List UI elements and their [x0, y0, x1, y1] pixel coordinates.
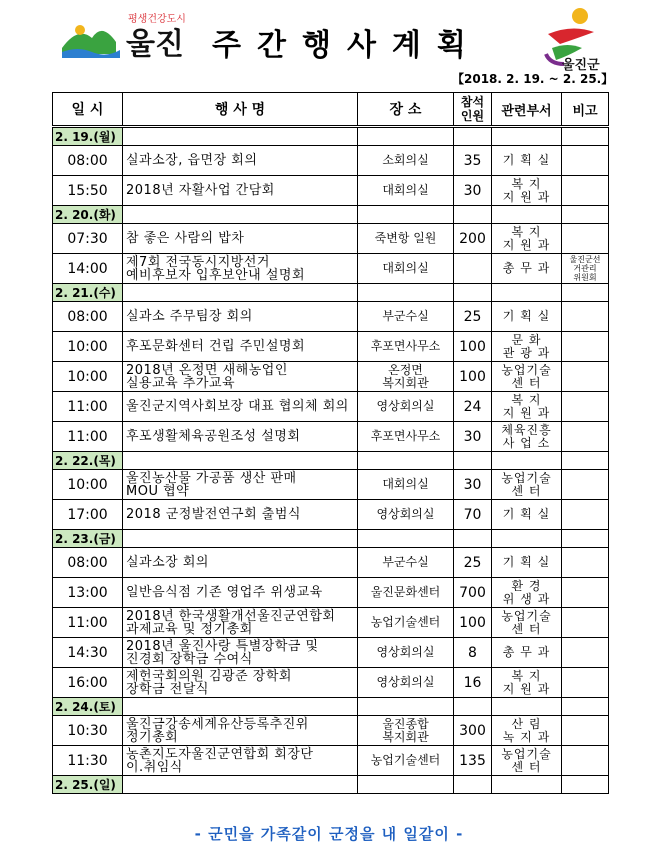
event-dept-line: 지 원 과 — [502, 681, 551, 696]
event-name-line: 정기총회 — [126, 729, 179, 745]
event-time: 11:30 — [53, 746, 123, 776]
event-place-line: 복지회관 — [382, 375, 429, 390]
event-note — [562, 302, 609, 332]
header-dept: 관련부서 — [492, 93, 562, 127]
header-count-line1: 참석 — [460, 95, 485, 109]
event-name — [123, 362, 358, 392]
event-name — [123, 500, 358, 530]
event-count: 30 — [454, 422, 492, 452]
event-dept-line: 복 지 — [511, 224, 542, 239]
event-place — [358, 392, 454, 422]
event-place — [358, 176, 454, 206]
day-row-cell — [123, 206, 358, 224]
day-row-cell — [562, 530, 609, 548]
event-name-line: 2018년 한국생활개선울진군연합회 — [126, 608, 336, 624]
day-row-cell — [492, 127, 562, 146]
day-row-cell — [562, 127, 609, 146]
footer-slogan: - 군민을 가족같이 군정을 내 일같이 - — [194, 825, 464, 843]
event-count — [454, 254, 492, 284]
header-count-line2: 인원 — [460, 109, 485, 123]
day-row-cell — [123, 698, 358, 716]
event-name-line: 제7회 전국동시지방선거 — [126, 254, 270, 270]
day-row-cell — [562, 206, 609, 224]
day-row — [53, 776, 609, 794]
event-time: 14:30 — [53, 638, 123, 668]
event-name — [123, 746, 358, 776]
event-dept — [492, 578, 562, 608]
event-name-line: 2018년 온정면 새해농업인 — [126, 362, 288, 378]
event-time: 08:00 — [53, 302, 123, 332]
event-name — [123, 332, 358, 362]
event-name — [123, 176, 358, 206]
event-place-line: 후포면사무소 — [370, 339, 441, 353]
event-note — [562, 608, 609, 638]
day-label: 2. 23.(금) — [53, 530, 123, 548]
event-time: 11:00 — [53, 422, 123, 452]
table-row — [53, 746, 609, 776]
event-dept — [492, 332, 562, 362]
event-count: 200 — [454, 224, 492, 254]
event-place — [358, 668, 454, 698]
event-place-line: 울진종합 — [382, 716, 429, 731]
event-dept-line: 총 무 과 — [502, 261, 551, 275]
table-row — [53, 668, 609, 698]
table-row — [53, 578, 609, 608]
day-row-cell — [492, 698, 562, 716]
event-count: 100 — [454, 332, 492, 362]
event-count: 100 — [454, 362, 492, 392]
logo-slogan: 평생건강도시 — [128, 14, 186, 25]
event-name-line: 울진군지역사회보장 대표 협의체 회의 — [126, 399, 349, 414]
event-place — [358, 638, 454, 668]
event-dept-line: 환 경 — [511, 578, 542, 593]
event-name — [123, 470, 358, 500]
event-count: 135 — [454, 746, 492, 776]
event-dept-line: 총 무 과 — [502, 645, 551, 659]
event-dept-line: 문 화 — [511, 332, 542, 347]
event-place-line: 복지회관 — [382, 729, 429, 744]
event-dept-line: 지 원 과 — [502, 405, 551, 420]
event-dept — [492, 146, 562, 176]
event-dept-line: 농업기술 — [501, 470, 552, 485]
table-row — [53, 224, 609, 254]
event-name-line: 울진금강송세계유산등록추진위 — [126, 716, 309, 732]
table-row — [53, 500, 609, 530]
event-note-line: 울진군선 — [569, 255, 601, 264]
event-place-line: 울진문화센터 — [370, 585, 441, 599]
event-note — [562, 392, 609, 422]
table-row — [53, 254, 609, 284]
event-place-line: 대회의실 — [382, 183, 429, 197]
event-note — [562, 332, 609, 362]
event-place — [358, 302, 454, 332]
event-note — [562, 500, 609, 530]
event-dept-line: 농업기술 — [501, 362, 552, 377]
event-name-line: 실과소장 회의 — [126, 555, 209, 570]
emblem-text: 울진군 — [562, 58, 600, 73]
event-place-line: 부군수실 — [382, 309, 429, 323]
day-row-cell — [358, 206, 454, 224]
day-row-cell — [123, 127, 358, 146]
event-note — [562, 746, 609, 776]
event-dept-line: 복 지 — [511, 668, 542, 683]
event-note — [562, 578, 609, 608]
event-name — [123, 608, 358, 638]
event-dept-line: 위 생 과 — [502, 591, 551, 606]
day-row-cell — [454, 530, 492, 548]
event-time: 08:00 — [53, 548, 123, 578]
event-count: 30 — [454, 470, 492, 500]
event-name-line: 이.취임식 — [126, 759, 183, 775]
event-name — [123, 716, 358, 746]
event-time: 16:00 — [53, 668, 123, 698]
event-count: 16 — [454, 668, 492, 698]
event-name-line: 실용교육 추가교육 — [126, 375, 236, 391]
event-place-line: 대회의실 — [382, 477, 429, 491]
event-name — [123, 638, 358, 668]
event-name-line: 참 좋은 사람의 밥차 — [126, 231, 245, 246]
event-time: 10:00 — [53, 332, 123, 362]
event-place — [358, 332, 454, 362]
day-label: 2. 21.(수) — [53, 284, 123, 302]
day-row-cell — [562, 776, 609, 794]
day-row-cell — [123, 530, 358, 548]
event-dept — [492, 470, 562, 500]
day-row-cell — [123, 452, 358, 470]
event-name — [123, 254, 358, 284]
event-dept-line: 복 지 — [511, 176, 542, 191]
event-place — [358, 362, 454, 392]
day-row-cell — [123, 776, 358, 794]
day-row-cell — [562, 284, 609, 302]
event-note — [562, 422, 609, 452]
event-name-line: MOU 협약 — [126, 483, 190, 499]
event-name-line: 실과소장, 읍면장 회의 — [126, 153, 258, 168]
page-header — [0, 0, 658, 96]
event-dept-line: 녹 지 과 — [502, 729, 551, 744]
event-dept — [492, 638, 562, 668]
event-note — [562, 548, 609, 578]
table-row — [53, 548, 609, 578]
event-place — [358, 548, 454, 578]
event-count: 25 — [454, 548, 492, 578]
day-row-cell — [492, 452, 562, 470]
event-time: 14:00 — [53, 254, 123, 284]
event-count: 24 — [454, 392, 492, 422]
event-name — [123, 224, 358, 254]
event-place — [358, 470, 454, 500]
event-name — [123, 422, 358, 452]
day-row-cell — [492, 776, 562, 794]
event-note — [562, 470, 609, 500]
event-place-line: 영상회의실 — [376, 399, 435, 413]
event-name — [123, 668, 358, 698]
event-dept — [492, 224, 562, 254]
event-dept — [492, 302, 562, 332]
logo-text: 울진 — [126, 27, 184, 62]
event-place-line: 농업기술센터 — [370, 615, 441, 629]
day-row-cell — [454, 776, 492, 794]
event-place — [358, 608, 454, 638]
event-dept-line: 사 업 소 — [502, 435, 551, 450]
event-note-line: 거관리 — [573, 264, 597, 273]
event-dept-line: 복 지 — [511, 392, 542, 407]
day-label: 2. 22.(목) — [53, 452, 123, 470]
day-row-cell — [358, 452, 454, 470]
event-note-line: 위원회 — [573, 273, 597, 282]
event-place — [358, 254, 454, 284]
event-note — [562, 638, 609, 668]
day-row — [53, 284, 609, 302]
event-place — [358, 146, 454, 176]
event-note — [562, 362, 609, 392]
event-name-line: 제헌국회의원 김광준 장학회 — [126, 668, 292, 684]
event-count: 25 — [454, 302, 492, 332]
event-dept-line: 체육진흥 — [501, 422, 552, 437]
day-row-cell — [492, 530, 562, 548]
event-dept-line: 센 터 — [511, 621, 542, 636]
event-dept-line: 농업기술 — [501, 746, 552, 761]
event-place-line: 온정면 — [388, 362, 423, 377]
event-dept — [492, 392, 562, 422]
event-note — [562, 146, 609, 176]
event-name-line: 후포문화센터 건립 주민설명회 — [126, 339, 306, 354]
event-name-line: 일반음식점 기존 영업주 위생교육 — [126, 585, 323, 600]
event-place-line: 농업기술센터 — [370, 753, 441, 767]
table-row — [53, 146, 609, 176]
event-note — [562, 716, 609, 746]
event-note — [562, 668, 609, 698]
event-count: 8 — [454, 638, 492, 668]
header-name: 행 사 명 — [123, 93, 358, 127]
day-row — [53, 452, 609, 470]
header-note: 비고 — [562, 93, 609, 127]
day-label: 2. 20.(화) — [53, 206, 123, 224]
event-time: 11:00 — [53, 392, 123, 422]
event-name-line: 2018 군정발전연구회 출범식 — [126, 507, 301, 522]
day-row-cell — [454, 127, 492, 146]
event-dept — [492, 362, 562, 392]
event-place-line: 죽변항 일원 — [374, 231, 437, 245]
page-title: 주간행사계획 — [212, 28, 482, 63]
event-place — [358, 716, 454, 746]
mountain-sea-logo-icon — [58, 8, 208, 66]
day-row-cell — [123, 284, 358, 302]
event-dept-line: 센 터 — [511, 483, 542, 498]
event-dept-line: 지 원 과 — [502, 237, 551, 252]
table-row — [53, 638, 609, 668]
event-name-line: 예비후보자 입후보안내 설명회 — [126, 267, 306, 283]
header-place: 장 소 — [358, 93, 454, 127]
event-dept — [492, 668, 562, 698]
date-range: 【2018. 2. 19. ~ 2. 25.】 — [452, 72, 614, 86]
event-dept-line: 기 획 실 — [502, 153, 551, 167]
event-name — [123, 302, 358, 332]
day-row-cell — [562, 452, 609, 470]
event-name-line: 2018년 자활사업 간담회 — [126, 183, 275, 198]
event-place — [358, 224, 454, 254]
event-dept-line: 지 원 과 — [502, 189, 551, 204]
event-count: 70 — [454, 500, 492, 530]
event-dept-line: 기 획 실 — [502, 507, 551, 521]
event-place — [358, 500, 454, 530]
day-label: 2. 19.(월) — [53, 127, 123, 146]
event-place — [358, 746, 454, 776]
event-name — [123, 578, 358, 608]
event-time: 10:00 — [53, 470, 123, 500]
event-place-line: 영상회의실 — [376, 675, 435, 689]
table-row — [53, 470, 609, 500]
event-name-line: 장학금 전달식 — [126, 681, 209, 697]
event-dept-line: 산 림 — [511, 716, 542, 731]
event-name — [123, 146, 358, 176]
event-place-line: 소회의실 — [382, 153, 429, 167]
table-row — [53, 302, 609, 332]
event-dept-line: 관 광 과 — [502, 345, 551, 360]
header-time: 일 시 — [53, 93, 123, 127]
table-row — [53, 392, 609, 422]
event-dept — [492, 746, 562, 776]
event-name-line: 2018년 울진사랑 특별장학금 및 — [126, 638, 319, 654]
day-row-cell — [358, 698, 454, 716]
event-name-line: 실과소 주무팀장 회의 — [126, 309, 253, 324]
event-dept — [492, 716, 562, 746]
event-place-line: 대회의실 — [382, 261, 429, 275]
event-count: 100 — [454, 608, 492, 638]
header-count — [454, 93, 492, 127]
event-dept — [492, 548, 562, 578]
day-row-cell — [358, 127, 454, 146]
event-note — [562, 254, 609, 284]
event-count: 300 — [454, 716, 492, 746]
event-dept — [492, 500, 562, 530]
event-dept-line: 센 터 — [511, 375, 542, 390]
event-name-line: 후포생활체육공원조성 설명회 — [126, 429, 301, 444]
day-row-cell — [358, 530, 454, 548]
event-place — [358, 422, 454, 452]
event-place-line: 부군수실 — [382, 555, 429, 569]
event-time: 10:30 — [53, 716, 123, 746]
event-count: 35 — [454, 146, 492, 176]
table-row — [53, 716, 609, 746]
event-time: 07:30 — [53, 224, 123, 254]
day-row-cell — [454, 284, 492, 302]
day-row-cell — [562, 698, 609, 716]
event-note — [562, 224, 609, 254]
event-name-line: 과제교육 및 정기총회 — [126, 621, 253, 637]
day-row — [53, 698, 609, 716]
table-row — [53, 332, 609, 362]
event-name — [123, 548, 358, 578]
event-place-line: 영상회의실 — [376, 645, 435, 659]
day-label: 2. 25.(일) — [53, 776, 123, 794]
event-time: 15:50 — [53, 176, 123, 206]
event-dept-line: 기 획 실 — [502, 309, 551, 323]
schedule-table — [52, 92, 609, 794]
event-dept — [492, 176, 562, 206]
day-row-cell — [454, 452, 492, 470]
event-name — [123, 392, 358, 422]
event-dept — [492, 608, 562, 638]
day-row-cell — [454, 698, 492, 716]
schedule-body — [53, 127, 609, 794]
event-dept — [492, 254, 562, 284]
event-count: 30 — [454, 176, 492, 206]
day-row-cell — [454, 206, 492, 224]
event-dept — [492, 422, 562, 452]
table-header-row — [53, 93, 609, 127]
table-row — [53, 362, 609, 392]
table-row — [53, 176, 609, 206]
day-label: 2. 24.(토) — [53, 698, 123, 716]
event-name-line: 진경회 장학금 수여식 — [126, 651, 253, 667]
event-place — [358, 578, 454, 608]
day-row — [53, 206, 609, 224]
event-time: 10:00 — [53, 362, 123, 392]
event-time: 13:00 — [53, 578, 123, 608]
day-row-cell — [358, 776, 454, 794]
day-row-cell — [492, 206, 562, 224]
event-dept-line: 기 획 실 — [502, 555, 551, 569]
event-time: 11:00 — [53, 608, 123, 638]
table-row — [53, 422, 609, 452]
event-count: 700 — [454, 578, 492, 608]
event-note — [562, 176, 609, 206]
event-time: 08:00 — [53, 146, 123, 176]
day-row-cell — [358, 284, 454, 302]
event-dept-line: 센 터 — [511, 759, 542, 774]
event-name-line: 울진농산물 가공품 생산 판매 — [126, 470, 297, 486]
event-name-line: 농촌지도자울진군연합회 회장단 — [126, 746, 314, 762]
day-row — [53, 127, 609, 146]
day-row-cell — [492, 284, 562, 302]
table-row — [53, 608, 609, 638]
event-dept-line: 농업기술 — [501, 608, 552, 623]
event-place-line: 후포면사무소 — [370, 429, 441, 443]
day-row — [53, 530, 609, 548]
event-place-line: 영상회의실 — [376, 507, 435, 521]
event-time: 17:00 — [53, 500, 123, 530]
